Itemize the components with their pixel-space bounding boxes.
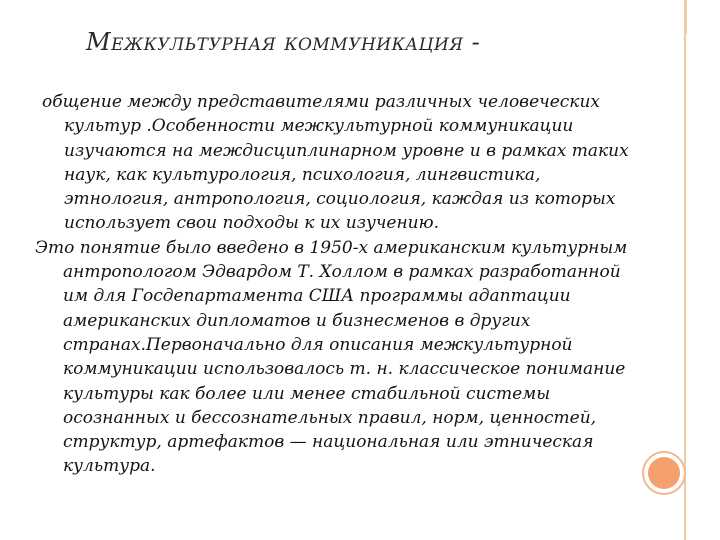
paragraph-definition: общение между представителями различных человеческих культур .Особенности межкультурной коммуникации изучаются на междисциплинарном уровне и в рамках таких наук, как культурология, психология, лингвистика, этнология, антропология, социология, каждая из которых использует свои подходы к их изучению. <box>42 92 629 234</box>
slide-title: Межкультурная коммуникация - <box>86 28 481 56</box>
decorative-circle-icon <box>648 457 680 489</box>
paragraph-history: Это понятие было введено в 1950-х американским культурным антропологом Эдвардом Т. Холлом в рамках разработанной им для Госдепартамента США программы адаптации американских дипломатов и бизнесменов в других странах.Первоначально для описания межкультурной коммуникации использовалось т. н. классическое понимание культуры как более или менее стабильной системы осознанных и бессознательных правил, норм, ценностей, структур, артефактов — национальная или этническая культура. <box>35 237 628 477</box>
right-border-line <box>684 0 686 540</box>
corner-decoration <box>686 0 720 34</box>
slide-body <box>30 90 650 479</box>
